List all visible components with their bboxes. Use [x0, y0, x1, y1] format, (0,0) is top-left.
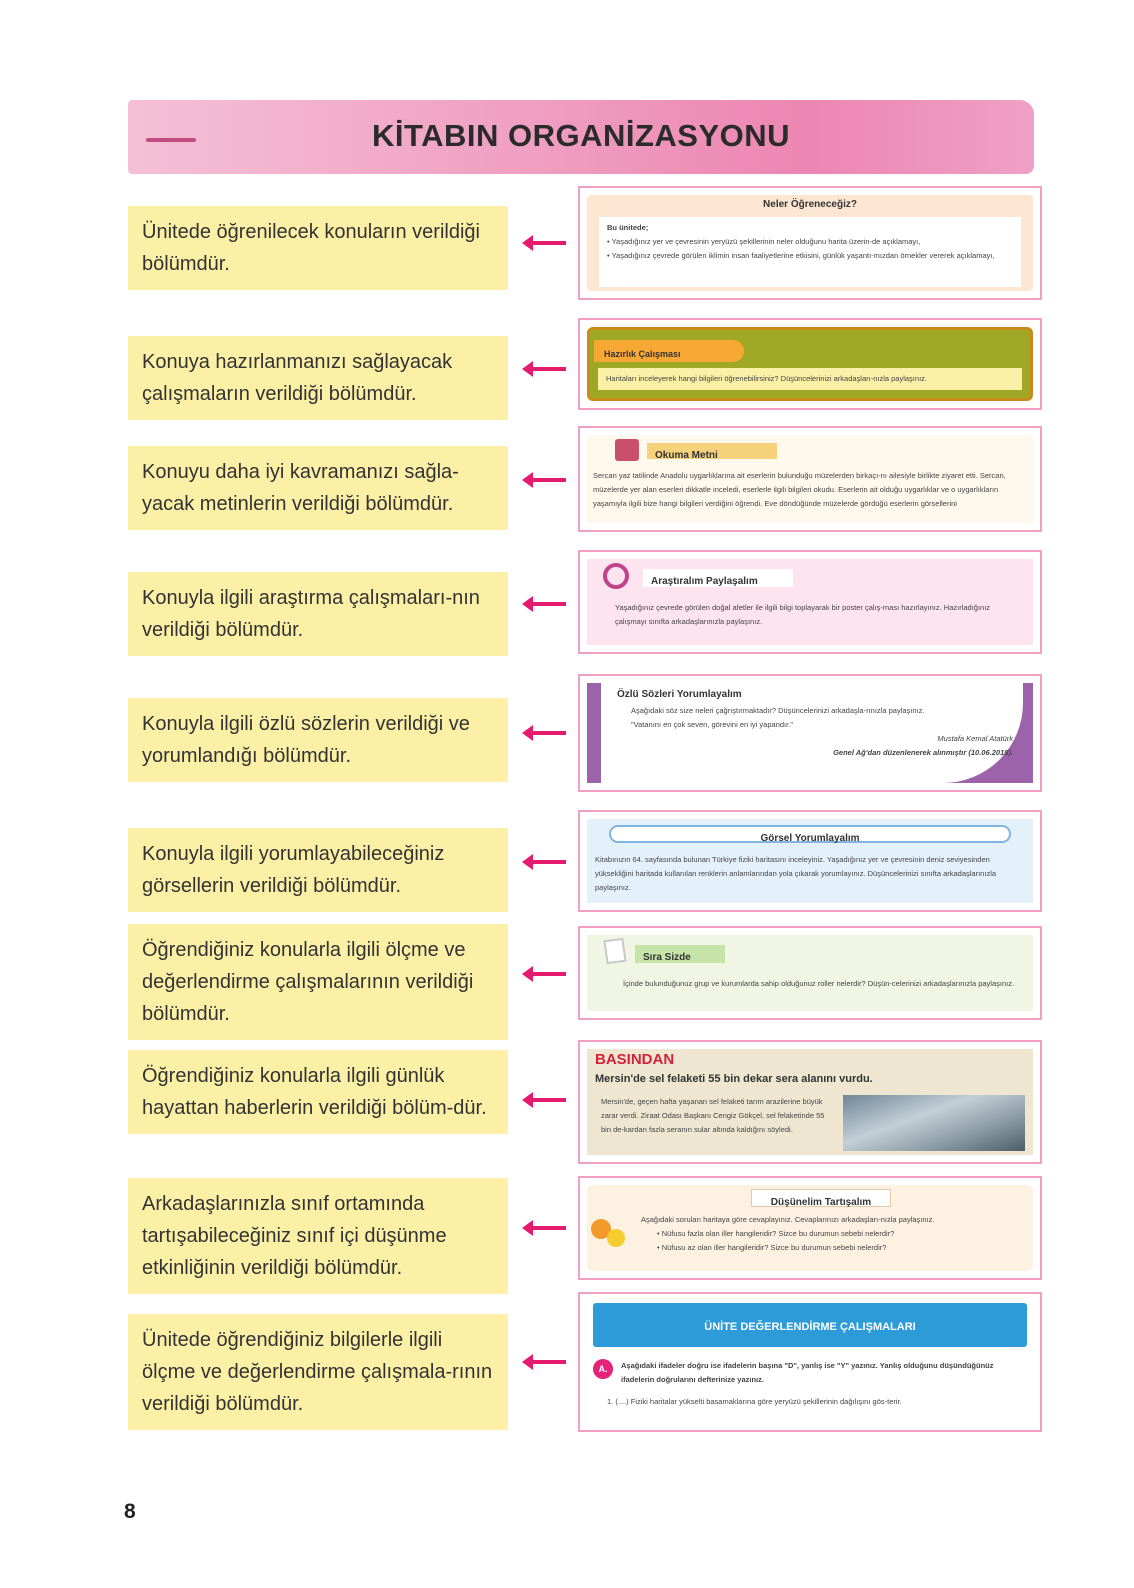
news-photo: [843, 1095, 1025, 1151]
panel-headline: Mersin'de sel felaketi 55 bin dekar sera alanını vurdu.: [595, 1073, 873, 1085]
panel-basindan: [578, 1040, 1042, 1164]
panel-title: ÜNİTE DEĞERLENDİRME ÇALIŞMALARI: [704, 1321, 916, 1333]
page-number: 8: [124, 1500, 136, 1523]
panel-bullet: • Yaşadığınız yer ve çevresinin yeryüzü şekillerinin neler olduğunu harita üzerin-de açıklamayı,: [607, 237, 921, 246]
panel-title: Sıra Sizde: [643, 952, 691, 963]
notepad-icon: [603, 938, 626, 965]
panel-quote: "Vatanını en çok seven, görevini en iyi yapandır.": [631, 720, 793, 729]
row-5-label: Konuyla ilgili özlü sözlerin verildiği ve yorumlandığı bölümdür.: [128, 698, 508, 782]
panel-sira-sizde: [578, 926, 1042, 1020]
panel-title: Özlü Sözleri Yorumlayalım: [617, 689, 742, 700]
arrow-left-icon: [530, 367, 566, 371]
row-9-label: Arkadaşlarınızla sınıf ortamında tartışabileceğiniz sınıf içi düşünme etkinliğinin verildiği bölümdür.: [128, 1178, 508, 1294]
panel-bullet: • Yaşadığınız çevrede görülen iklimin insan faaliyetlerine etkisini, günlük yaşantı-mızdan örnekler vererek açıklamayı,: [607, 251, 995, 260]
panel-text: Yaşadığınız çevrede görülen doğal afetler ile ilgili bilgi toplayarak bir poster çalış-ması hazırlayınız. Hazırladığınız çalışmayı sınıfta arkadaşlarınızla paylaşınız.: [615, 603, 991, 626]
panel-text: İçinde bulunduğunuz grup ve kurumlarda sahip olduğunuz roller nelerdir? Düşün-celerinizi arkadaşlarınızla paylaşınız.: [623, 979, 1015, 988]
panel-arastiralim-paylasalim: [578, 550, 1042, 654]
panel-ozlu-sozler: [578, 674, 1042, 792]
row-6-label: Konuyla ilgili yorumlayabileceğiniz görsellerin verildiği bölümdür.: [128, 828, 508, 912]
arrow-left-icon: [530, 1098, 566, 1102]
page-title: KİTABIN ORGANİZASYONU: [371, 118, 791, 153]
arrow-left-icon: [530, 731, 566, 735]
row-1-label: Ünitede öğrenilecek konuların verildiği bölümdür.: [128, 206, 508, 290]
panel-okuma-metni: [578, 426, 1042, 532]
panel-text: Haritaları inceleyerek hangi bilgileri öğrenebilirsiniz? Düşüncelerinizi arkadaşları-nızla paylaşınız.: [598, 368, 1022, 390]
panel-title: Neler Öğreneceğiz?: [763, 199, 857, 210]
panel-neler-ogrenecegiz: [578, 186, 1042, 300]
arrow-left-icon: [530, 602, 566, 606]
row-2-label: Konuya hazırlanmanızı sağlayacak çalışmaların verildiği bölümdür.: [128, 336, 508, 420]
panel-text: Sercan yaz tatilinde Anadolu uygarlıklarına ait eserlerin bulunduğu müzelerden birkaçı-nı ailesiyle birlikte ziyaret etti. Sercan, müzelerde yer alan eserleri dikkatle inceledi, eserlerle ilgili bilgileri okudu. Eserlerin ait olduğu uygarlıklar ve o uygarlıkların yaşamıyla ilgili bize hangi bilgileri verdiğini öğrendi. Eve döndüğünde müzelerde gördüğü eserlerin görsellerini: [593, 471, 1006, 508]
panel-unite-degerlendirme: [578, 1292, 1042, 1432]
panel-title: Araştıralım Paylaşalım: [651, 576, 758, 587]
panel-text: Aşağıdaki ifadeler doğru ise ifadelerin başına "D", yanlış ise "Y" yazınız. Yanlış olduğunu düşündüğünüz ifadelerin doğrularını defterinize yazınız.: [621, 1361, 994, 1384]
arrow-left-icon: [530, 1226, 566, 1230]
arrow-left-icon: [530, 241, 566, 245]
panel-text: Aşağıdaki soruları haritaya göre cevaplayınız. Cevaplarınızı arkadaşları-nızla paylaşınız.: [641, 1215, 935, 1224]
panel-item: 1. (....) Fiziki haritalar yükselti basamaklarına göre yeryüzü şekillerinin dağılışını gös-terir.: [607, 1397, 902, 1406]
row-3-label: Konuyu daha iyi kavramanızı sağla-yacak metinlerin verildiği bölümdür.: [128, 446, 508, 530]
panel-source: Genel Ağ'dan düzenlenerek alınmıştır (10.06.2018).: [833, 748, 1013, 757]
arrow-left-icon: [530, 972, 566, 976]
panel-bullet: • Nüfusu az olan iller hangileridir? Sizce bu durumun sebebi nelerdir?: [657, 1243, 887, 1252]
title-banner: [128, 100, 1034, 174]
panel-title: Hazırlık Çalışması: [604, 349, 681, 359]
book-icon: [615, 439, 639, 461]
panel-dusunelim-tartisalim: [578, 1176, 1042, 1280]
section-badge: A.: [593, 1359, 613, 1379]
row-8-label: Öğrendiğiniz konularla ilgili günlük hayattan haberlerin verildiği bölüm-dür.: [128, 1050, 508, 1134]
panel-author: Mustafa Kemal Atatürk: [937, 734, 1013, 743]
panel-intro: Bu ünitede;: [607, 223, 649, 232]
row-10-label: Ünitede öğrendiğiniz bilgilerle ilgili ölçme ve değerlendirme çalışmala-rının verildiği bölümdür.: [128, 1314, 508, 1430]
thinking-icon: [607, 1229, 625, 1247]
panel-hazirlik-calismasi: [578, 318, 1042, 410]
panel-title: Okuma Metni: [655, 450, 718, 461]
row-7-label: Öğrendiğiniz konularla ilgili ölçme ve değerlendirme çalışmalarının verildiği bölümdür.: [128, 924, 508, 1040]
panel-gorsel-yorumlayalim: [578, 810, 1042, 912]
row-4-label: Konuyla ilgili araştırma çalışmaları-nın verildiği bölümdür.: [128, 572, 508, 656]
arrow-left-icon: [530, 478, 566, 482]
panel-bullet: • Nüfusu fazla olan iller hangileridir? Sizce bu durumun sebebi nelerdir?: [657, 1229, 895, 1238]
panel-title: BASINDAN: [595, 1051, 675, 1068]
magnifier-icon: [603, 563, 629, 589]
arrow-left-icon: [530, 860, 566, 864]
panel-title: Görsel Yorumlayalım: [760, 833, 860, 844]
panel-text: Mersin'de, geçen hafta yaşanan sel felaketi tarım arazilerine büyük zarar verdi. Ziraat Odası Başkanı Cengiz Gökçel, sel felaketinde 55 bin de-kardan fazla seranın sular altında kaldığını söyledi.: [601, 1097, 825, 1134]
panel-title: Düşünelim Tartışalım: [770, 1197, 872, 1208]
arrow-left-icon: [530, 1360, 566, 1364]
panel-text: Aşağıdaki söz size neleri çağrıştırmaktadır? Düşüncelerinizi arkadaşla-rınızla paylaşınız.: [631, 706, 925, 715]
panel-text: Kitabınızın 64. sayfasında bulunan Türkiye fiziki haritasını inceleyiniz. Yaşadığınız yer ve çevresinin deniz seviyesinden yüksekliğini haritada kullanılan renklerin anlamlarından yola çıkarak yorumlayınız. Düşüncelerinizi sınıfta arkadaşlarınızla paylaşınız.: [595, 855, 997, 892]
